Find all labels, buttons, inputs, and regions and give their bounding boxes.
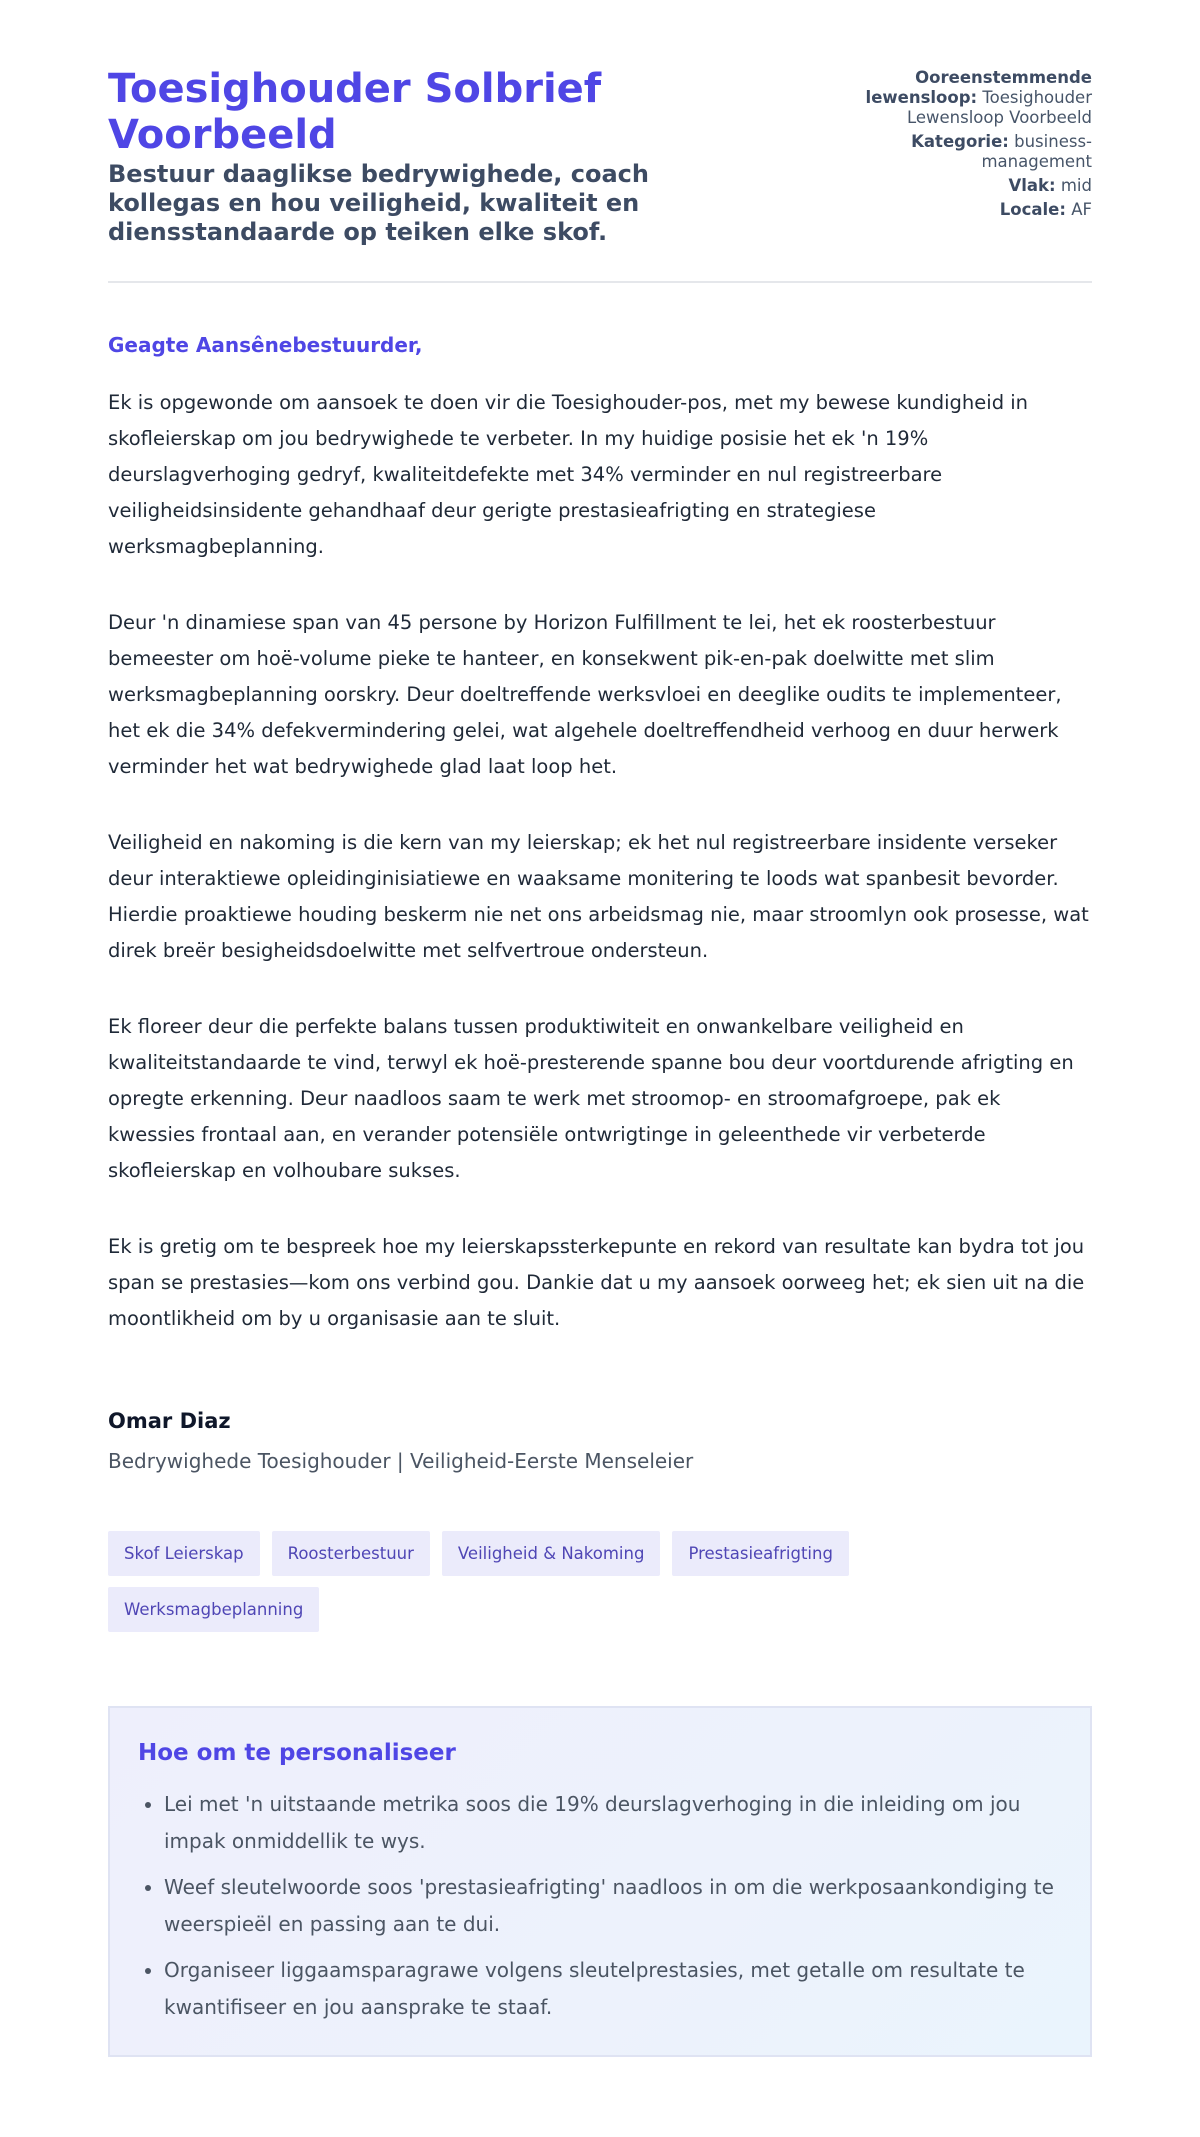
personalize-tips-box [108,1706,1092,2057]
meta-matching-resume [832,68,1092,128]
meta-locale [832,200,1092,220]
meta-value: Toesighouder Lewensloop Voorbeeld [906,88,1092,127]
skill-tag: Prestasieafrigting [672,1531,849,1576]
signature [108,1407,1092,1475]
meta-value: business-management [981,132,1092,171]
skill-tags [108,1531,928,1632]
page-subtitle: Bestuur daaglikse bedrywighede, coach kollegas en hou veiligheid, kwaliteit en diensstandaarde op teiken elke skof. [108,160,649,246]
title-block [108,66,728,247]
letter-paragraph: Ek is gretig om te bespreek hoe my leierskapssterkepunte en rekord van resultate kan bydra tot jou span se prestasies—kom ons verbind gou. Dankie dat u my aansoek oorweeg het; ek sien uit na die moontlikheid om by u organisasie aan te sluit. [108,1235,1085,1330]
tip-item: • Organiseer liggaamsparagrawe volgens sleutelprestasies, met getalle om resultate te kwantifiseer en jou aansprake te staaf. [164,1952,1062,2025]
meta-key: Ooreenstemmende lewensloop: [865,68,1092,107]
tip-item: • Weef sleutelwoorde soos 'prestasieafrigting' naadloos in om die werkposaankondiging te weerspieël en passing aan te dui. [164,1869,1062,1942]
skill-tag: Roosterbestuur [272,1531,430,1576]
tip-item: • Lei met 'n uitstaande metrika soos die 19% deurslagverhoging in die inleiding om jou impak onmiddellik te wys. [164,1786,1062,1859]
meta-value: AF [1071,200,1092,219]
meta-category [832,132,1092,172]
meta-level [832,176,1092,196]
letter-paragraph: Ek is opgewonde om aansoek te doen vir die Toesighouder-pos, met my bewese kundigheid in skofleierskap om jou bedrywighede te verbeter. In my huidige posisie het ek 'n 19% deurslagverhoging gedryf, kwaliteitdefekte met 34% verminder en nul registreerbare veiligheidsinsidente gehandhaaf deur gerigte prestasieafrigting en strategiese werksmagbeplanning. [108,391,1029,558]
meta-info [832,68,1092,224]
tips-title: Hoe om te personaliseer [138,1740,456,1766]
signature-name: Omar Diaz [108,1409,231,1433]
meta-key: Vlak: [1008,176,1056,195]
skill-tag: Werksmagbeplanning [108,1587,319,1632]
meta-value: mid [1060,176,1092,195]
meta-key: Kategorie: [911,132,1009,151]
page-header [108,66,1092,283]
meta-key: Locale: [999,200,1066,219]
page-title: Toesighouder Solbrief Voorbeeld [108,66,602,158]
skill-tag: Skof Leierskap [108,1531,260,1576]
skill-tag: Veiligheid & Nakoming [442,1531,661,1576]
signature-title: Bedrywighede Toesighouder | Veiligheid-Eerste Menseleier [108,1449,694,1473]
letter-paragraph: Ek floreer deur die perfekte balans tussen produktiwiteit en onwankelbare veiligheid en kwaliteitstandaarde te vind, terwyl ek hoë-presterende spanne bou deur voortdurende afrigting en opregte erkenning. Deur naadloos saam te werk met stroomop- en stroomafgroepe, pak ek kwessies frontaal aan, en verander potensiële ontwrigtinge in geleenthede vir verbeterde skofleierskap en volhoubare sukses. [108,1015,1074,1182]
letter-paragraph: Deur 'n dinamiese span van 45 persone by Horizon Fulfillment te lei, het ek roosterbestuur bemeester om hoë-volume pieke te hanteer, en konsekwent pik-en-pak doelwitte met slim werksmagbeplanning oorskry. Deur doeltreffende werksvloei en deeglike oudits te implementeer, het ek die 34% defekvermindering gelei, wat algehele doeltreffendheid verhoog en duur herwerk verminder het wat bedrywighede glad laat loop het. [108,611,1062,778]
letter-paragraph: Veiligheid en nakoming is die kern van my leierskap; ek het nul registreerbare insidente verseker deur interaktiewe opleidinginisiatiewe en waaksame monitering te loods wat spanbesit bevorder. Hierdie proaktiewe houding beskerm nie net ons arbeidsmag nie, maar stroomlyn ook prosesse, wat direk breër besigheidsdoelwitte met selfvertroue ondersteun. [108,831,1089,962]
greeting: Geagte Aansênebestuurder, [108,333,423,357]
tips-list [138,1786,1062,2025]
letter-body [108,331,1092,1337]
